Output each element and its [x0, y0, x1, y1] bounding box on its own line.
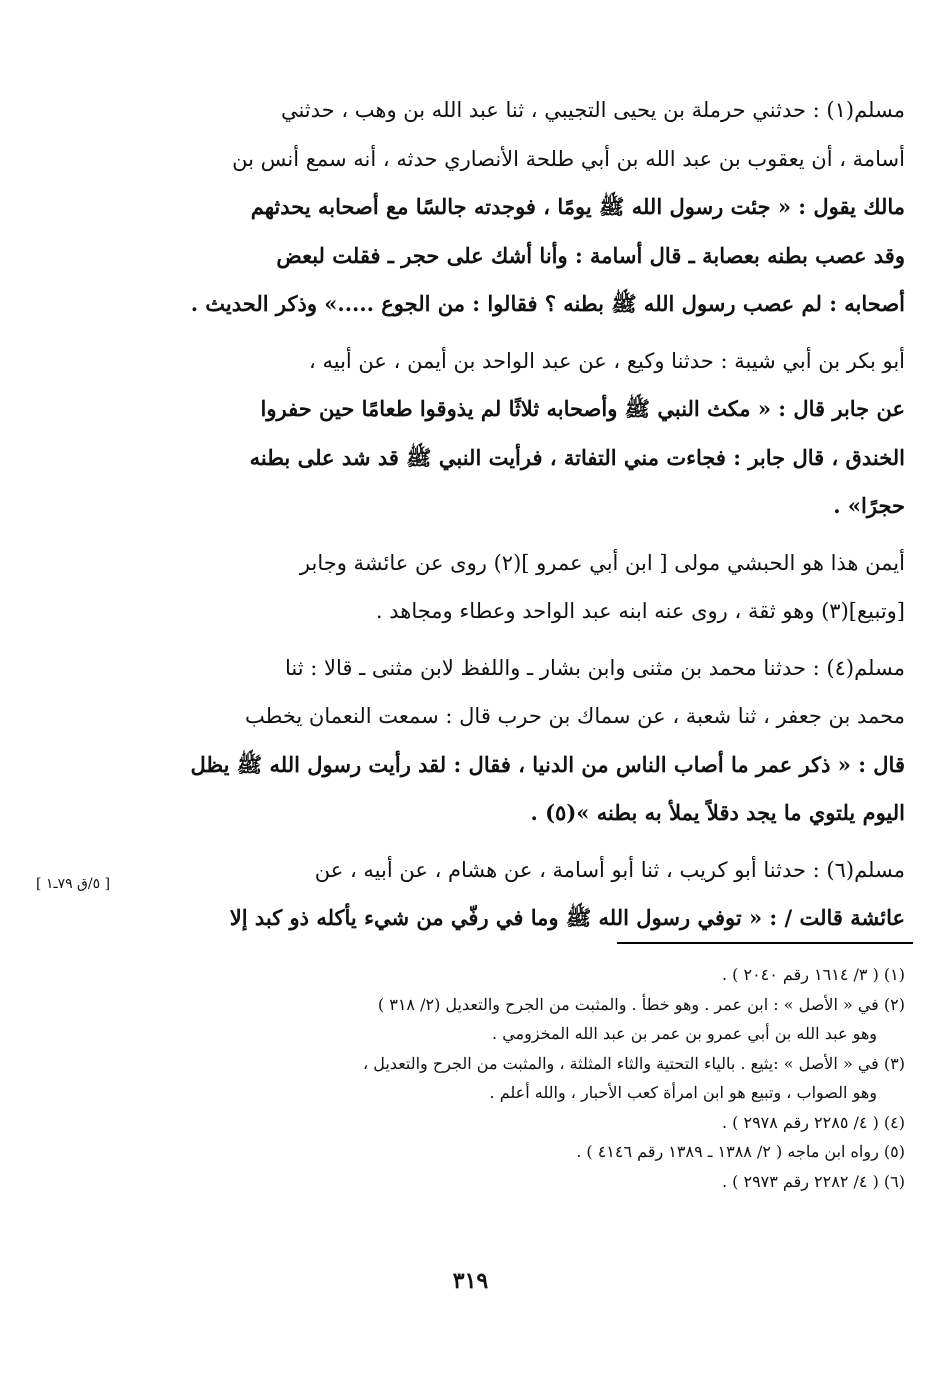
- text-line: أصحابه : لم عصب رسول الله ﷺ بطنه ؟ فقالوا : من الجوع .....» وذكر الحديث .: [190, 291, 905, 316]
- hadith-paragraph-2: [160, 337, 905, 531]
- text-line: مسلم(٤) : حدثنا محمد بن مثنى وابن بشار ـ واللفظ لابن مثنى ـ قالا : ثنا: [284, 655, 905, 680]
- footnote-line: (٢) في « الأصل » : ابن عمر . وهو خطأ . والمثبت من الجرح والتعديل (٢/ ٣١٨ ): [377, 994, 905, 1014]
- text-line: أبو بكر بن أبي شيبة : حدثنا وكيع ، عن عبد الواحد بن أيمن ، عن أبيه ،: [309, 348, 905, 373]
- text-line: الخندق ، قال جابر : فجاءت مني التفاتة ، فرأيت النبي ﷺ قد شد على بطنه: [249, 444, 905, 470]
- footnotes: [160, 960, 905, 1196]
- footnote-line: (٤) ( ٤/ ٢٢٨٥ رقم ٢٩٧٨ ) .: [721, 1112, 905, 1132]
- narrator-note-paragraph: [160, 539, 905, 636]
- text-line: اليوم يلتوي ما يجد دقلاً يملأ به بطنه »(٥) .: [530, 800, 905, 825]
- text-line: محمد بن جعفر ، ثنا شعبة ، عن سماك بن حرب قال : سمعت النعمان يخطب: [244, 704, 905, 728]
- footnote-separator: [617, 942, 913, 944]
- text-line: أسامة ، أن يعقوب بن عبد الله بن أبي طلحة الأنصاري حدثه ، أنه سمع أنس بن: [232, 146, 905, 171]
- text-line: مسلم(٦) : حدثنا أبو كريب ، ثنا أبو أسامة ، عن هشام ، عن أبيه ، عن: [314, 857, 905, 882]
- footnote-line: (١) ( ٣/ ١٦١٤ رقم ٢٠٤٠ ) .: [721, 965, 905, 984]
- text-line: مسلم(١) : حدثني حرملة بن يحيى التجيبي ، ثنا عبد الله بن وهب ، حدثني: [280, 98, 905, 122]
- text-line: حجرًا» .: [833, 493, 905, 518]
- text-line: مالك يقول : « جئت رسول الله ﷺ يومًا ، فوجدته جالسًا مع أصحابه يحدثهم: [250, 194, 905, 219]
- footnote-line: وهو عبد الله بن أبي عمرو بن عمر بن عبد الله المخزومي .: [492, 1024, 877, 1043]
- hadith-paragraph-1: [160, 86, 905, 329]
- footnote-line: (٥) رواه ابن ماجه ( ٢/ ١٣٨٨ ـ ١٣٨٩ رقم ٤١٤٦ ) .: [576, 1142, 905, 1161]
- text-line: عائشة قالت / : « توفي رسول الله ﷺ وما في رفّي من شيء يأكله ذو كبد إلا: [229, 905, 905, 930]
- footnote-line: وهو الصواب ، وتبيع هو ابن امرأة كعب الأحبار ، والله أعلم .: [489, 1083, 877, 1102]
- hadith-paragraph-3: [160, 644, 905, 838]
- main-text: [160, 86, 905, 951]
- text-line: وقد عصب بطنه بعصابة ـ قال أسامة : وأنا أشك على حجر ـ فقلت لبعض: [276, 242, 905, 268]
- text-line: أيمن هذا هو الحبشي مولى [ ابن أبي عمرو ](٢) روى عن عائشة وجابر: [299, 550, 905, 575]
- text-line: قال : « ذكر عمر ما أصاب الناس من الدنيا ، فقال : لقد رأيت رسول الله ﷺ يظل: [190, 751, 905, 777]
- footnote-line: (٣) في « الأصل » :يثيع . بالياء التحتية والثاء المثلثة ، والمثبت من الجرح والتعديل ،: [362, 1053, 905, 1073]
- footnote-line: (٦) ( ٤/ ٢٢٨٢ رقم ٢٩٧٣ ) .: [721, 1171, 905, 1191]
- hadith-paragraph-4: [160, 846, 905, 943]
- text-line: عن جابر قال : « مكث النبي ﷺ وأصحابه ثلاثًا لم يذوقوا طعامًا حين حفروا: [260, 396, 905, 421]
- page-number: ٣١٩: [452, 1268, 489, 1294]
- text-line: [وتبيع](٣) وهو ثقة ، روى عنه ابنه عبد الواحد وعطاء ومجاهد .: [375, 599, 905, 623]
- manuscript-folio-reference: [ ٥/ق ٧٩ـ١ ]: [36, 876, 111, 892]
